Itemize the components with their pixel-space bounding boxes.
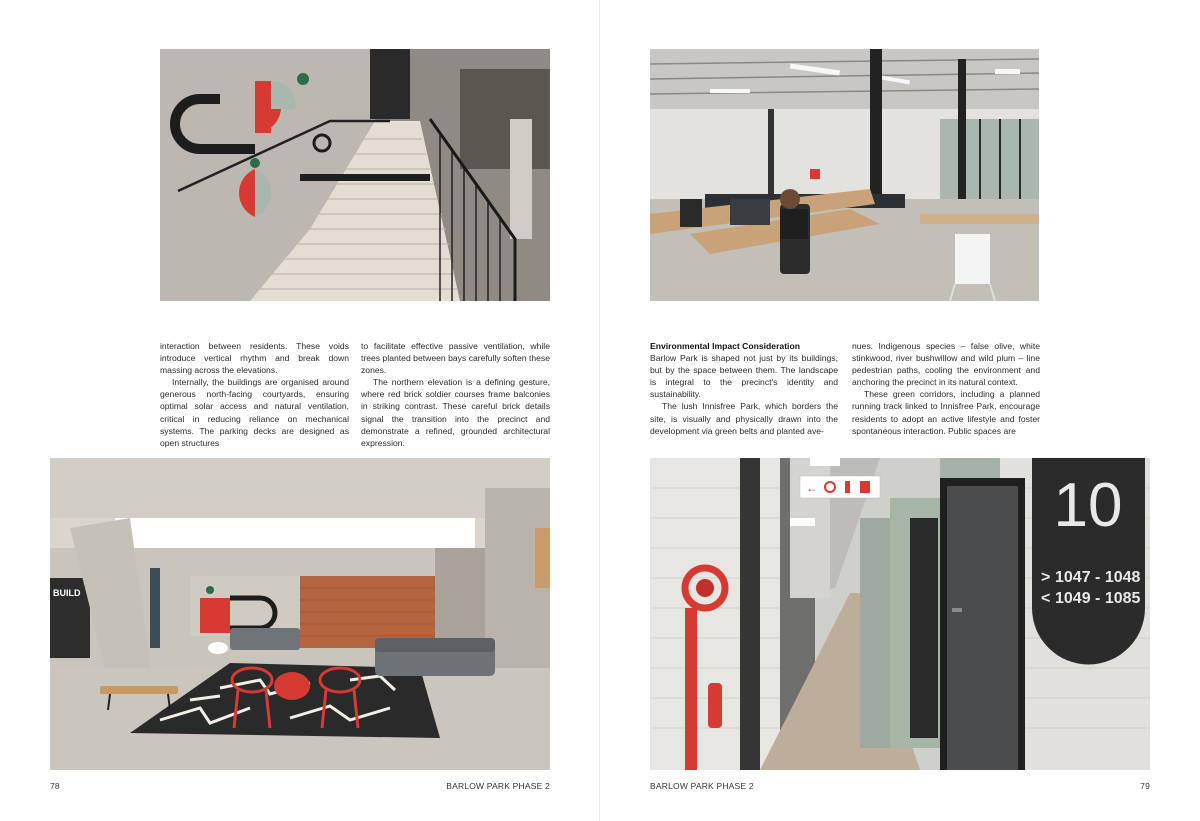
right-page xyxy=(600,0,1200,821)
left-text-column-2 xyxy=(361,340,550,449)
arrow-left-icon: < xyxy=(1041,590,1051,607)
corridor-photo xyxy=(650,458,1150,770)
right-text-column-1 xyxy=(650,340,838,437)
paragraph: The northern elevation is a defining gesture, where red brick soldier courses frame balconies in striking contrast. These careful brick details signal the transition into the precinct and demonstrate a refined, grounded architectural expression. xyxy=(361,377,550,448)
left-text-column-1 xyxy=(160,340,349,449)
paragraph: The lush Innisfree Park, which borders the site, is visually and physically drawn into the development via green belts and planted ave- xyxy=(650,401,838,436)
section-heading: Environmental Impact Consideration xyxy=(650,341,800,351)
paragraph: interaction between residents. These voids introduce vertical rhythm and break down massing across the elevations. xyxy=(160,341,349,376)
lobby-illustration xyxy=(50,458,550,770)
corridor-sign-number: 10 xyxy=(1053,471,1123,540)
paragraph: Barlow Park is shaped not just by its buildings, but by the space between them. The landscape is integral to the precinct's identity and sustainability. xyxy=(650,353,838,400)
paragraph: to facilitate effective passive ventilation, while trees planted between bays carefully soften these zones. xyxy=(361,341,550,376)
running-title: BARLOW PARK PHASE 2 xyxy=(650,781,754,791)
fire-pipe xyxy=(685,608,697,770)
staircase-illustration xyxy=(160,49,550,301)
lobby-sign-text: BUILD xyxy=(53,588,81,598)
office-photo xyxy=(650,49,1039,301)
paragraph: These green corridors, including a planned running track linked to Innisfree Park, encourage residents to adopt an active lifestyle and foster spontaneous interaction. Public spaces are xyxy=(852,389,1040,436)
page-number: 79 xyxy=(1140,781,1150,791)
page-number: 78 xyxy=(50,781,60,791)
fire-extinguisher xyxy=(708,683,722,728)
lobby-photo xyxy=(50,458,550,770)
exit-arrow-icon: ← xyxy=(806,481,818,495)
fire-equipment-icon xyxy=(860,481,870,493)
corridor-sign-range-2: 1049 - 1085 xyxy=(1055,590,1141,607)
extinguisher-icon xyxy=(845,481,850,493)
arrow-right-icon: > xyxy=(1041,569,1051,586)
running-title: BARLOW PARK PHASE 2 xyxy=(446,781,550,791)
corridor-illustration xyxy=(650,458,1150,770)
corridor-sign-range-1: 1047 - 1048 xyxy=(1055,569,1141,586)
staircase-photo xyxy=(160,49,550,301)
right-text-column-2 xyxy=(852,340,1040,437)
paragraph: nues. Indigenous species – false olive, white stinkwood, river bushwillow and wild plum – line pedestrian paths, cooling the environment and anchoring the precinct in its natural context. xyxy=(852,341,1040,388)
office-illustration xyxy=(650,49,1039,301)
paragraph: Internally, the buildings are organised around generous north-facing courtyards, ensuring optimal solar access and natural ventilation, critical in reducing reliance on mechanical systems. The parking decks are designed as open structures xyxy=(160,377,349,448)
